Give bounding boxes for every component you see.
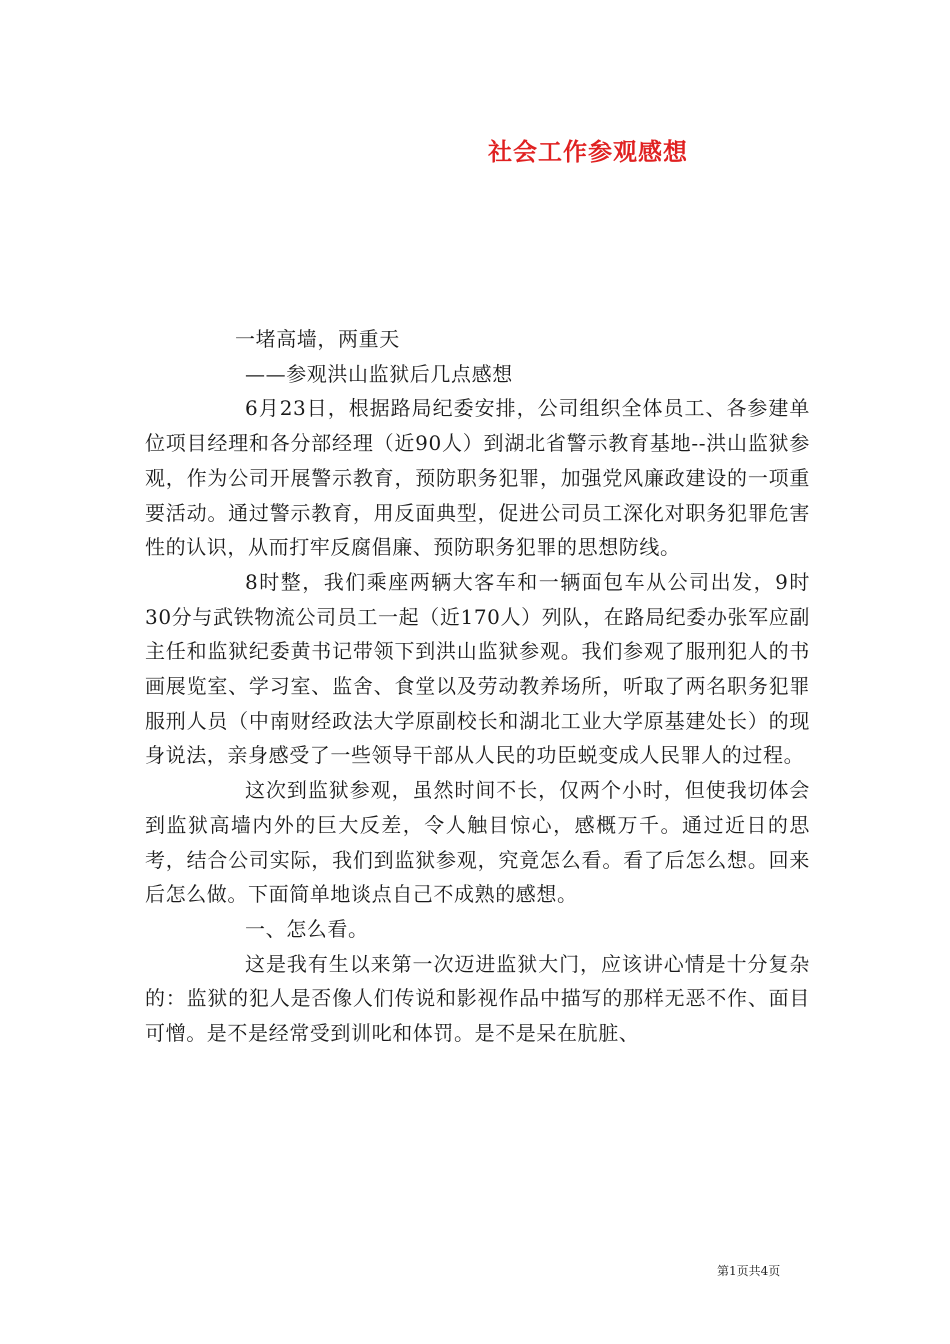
paragraph-4: 这是我有生以来第一次迈进监狱大门，应该讲心情是十分复杂的：监狱的犯人是否像人们传说和影视作品中描写的那样无恶不作、面目可憎。是不是经常受到训叱和体罚。是不是呆在肮脏、 <box>145 951 810 1046</box>
document-body <box>145 322 810 1051</box>
article-subtitle-note: ——参观洪山监狱后几点感想 <box>245 361 513 386</box>
page-number: 第1页共4页 <box>717 1264 781 1278</box>
paragraph-3: 这次到监狱参观，虽然时间不长，仅两个小时，但使我切体会到监狱高墙内外的巨大反差，令人触目惊心，感概万千。通过近日的思考，结合公司实际，我们到监狱参观，究竟怎么看。看了后怎么想。回来后怎么做。下面简单地谈点自己不成熟的感想。 <box>145 778 810 907</box>
paragraph-1: 6月23日，根据路局纪委安排，公司组织全体员工、各参建单位项目经理和各分部经理（近90人）到湖北省警示教育基地--洪山监狱参观，作为公司开展警示教育，预防职务犯罪，加强党风廉政建设的一项重要活动。通过警示教育，用反面典型，促进公司员工深化对职务犯罪危害性的认识，从而打牢反腐倡廉、预防职务犯罪的思想防线。 <box>145 396 810 560</box>
article-subtitle: 一堵高墙，两重天 <box>235 327 400 351</box>
section-heading: 一、怎么看。 <box>245 916 369 941</box>
paragraph-2: 8时整，我们乘座两辆大客车和一辆面包车从公司出发，9时30分与武铁物流公司员工一起（近170人）列队，在路局纪委办张军应副主任和监狱纪委黄书记带领下到洪山监狱参观。我们参观了服刑犯人的书画展览室、学习室、监舍、食堂以及劳动教养场所，听取了两名职务犯罪服刑人员（中南财经政法大学原副校长和湖北工业大学原基建处长）的现身说法，亲身感受了一些领导干部从人民的功臣蜕变成人民罪人的过程。 <box>145 569 810 768</box>
document-title: 社会工作参观感想 <box>488 137 688 166</box>
